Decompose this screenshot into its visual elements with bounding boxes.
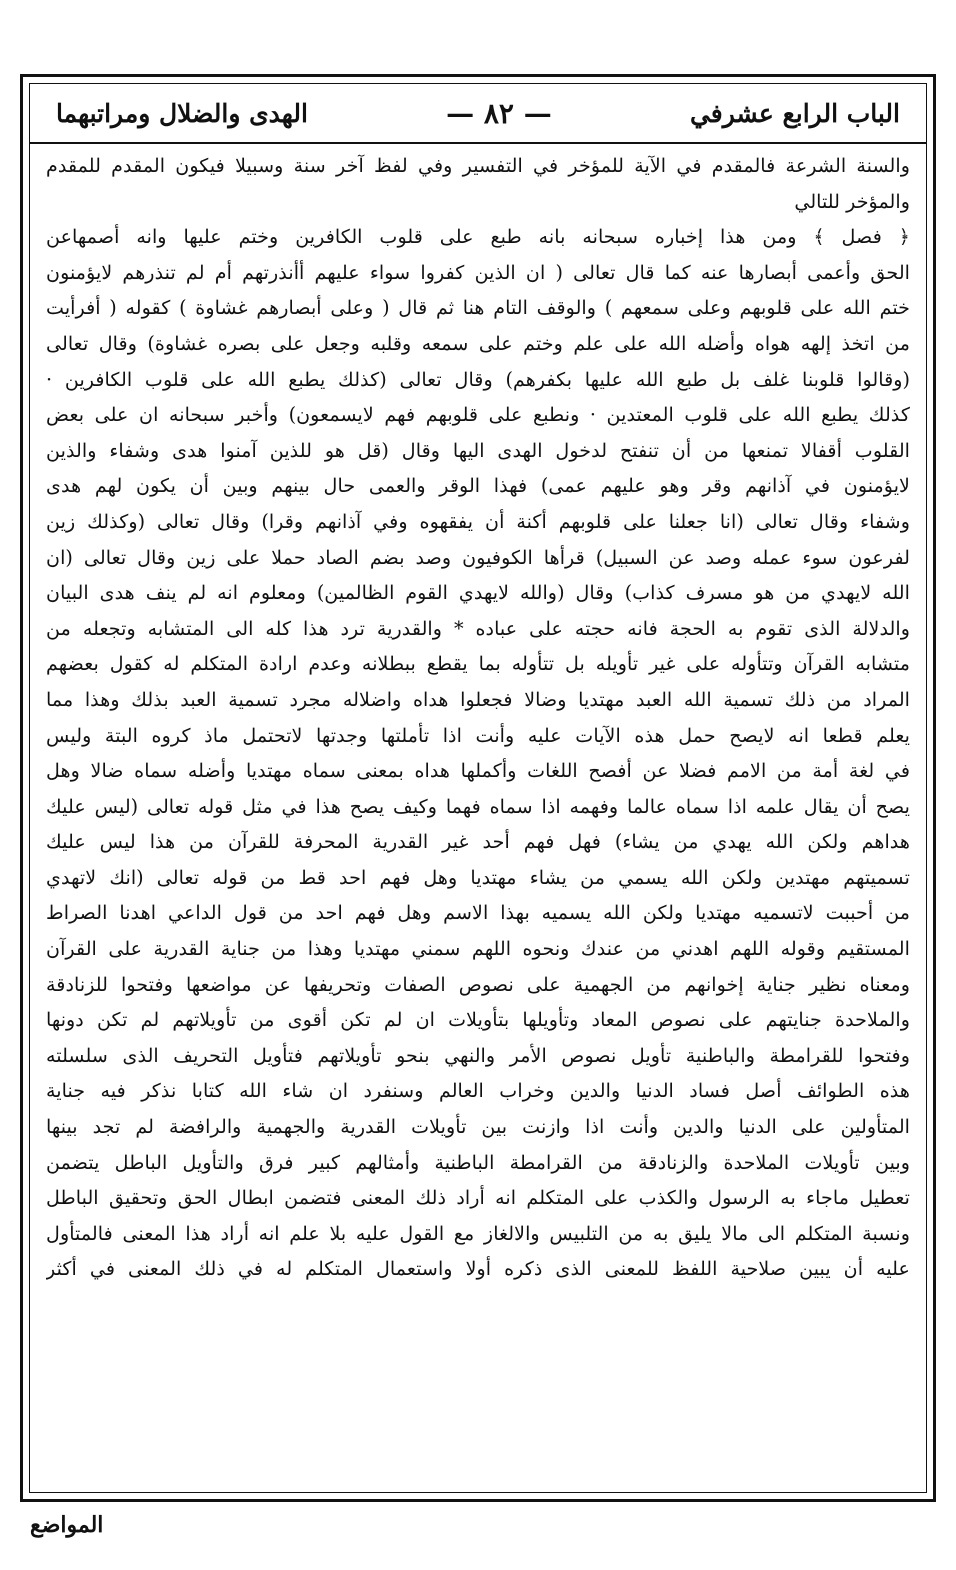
text-line: وفتحوا للقرامطة والباطنية تأويل نصوص الأمر والنهي بنحو تأويلاتهم فتأويل التحريف الذى سلسلته	[46, 1043, 910, 1067]
text-line: ﴿ فصل ﴾ ومن هذا إخباره سبحانه بانه طبع على قلوب الكافرين وختم عليها وانه أصمهاعن	[46, 225, 910, 249]
text-line: والمؤخر للتالي	[794, 189, 910, 213]
section-title: الهدى والضلال ومراتبهما	[56, 98, 308, 128]
text-line: لايؤمنون في آذانهم وقر وهو عليهم عمى) فهذا الوقر والعمى حال بينهم وبين أن يكون لهم هدى	[46, 474, 910, 498]
text-line: القلوب أقفالا تمنعها من أن تنفتح لدخول الهدى اليها وقال (قل هو للذين آمنوا هدى وشفاء والذين	[46, 438, 910, 462]
chapter-title: الباب الرابع عشرفي	[689, 98, 900, 128]
text-line: والدلالة الذى تقوم به الحجة فانه حجته على عباده * والقدرية ترد هذا كله الى المتشابه وتجعله من	[46, 616, 910, 640]
text-line: متشابه القرآن وتتأوله على غير تأويله بل تتأوله بما يقطع ببطلانه وعدم ارادة المتكلم له كقول بعضهم	[46, 652, 910, 676]
text-line: من أحببت لاتسميه مهتديا ولكن الله يسميه بهذا الاسم وهل فهم احد من قول الداعي اهدنا الصراط	[46, 901, 910, 925]
text-line: من اتخذ إلهه هواه وأضله الله على علم وختم على سمعه وقلبه وجعل على بصره غشاوة) وقال تعالى	[46, 331, 910, 355]
text-line: والملاحدة جنايتهم على نصوص المعاد وتأويلها بتأويلات ان لم تكن أقوى من تأويلاتهم لم تكن دونها	[46, 1008, 910, 1032]
inner-frame	[29, 83, 927, 1493]
text-line: المستقيم وقوله اللهم اهدني من عندك ونحوه اللهم سمني مهتديا وهذا من جناية القدرية على القرآن	[46, 937, 910, 961]
text-line: الله لايهدي من هو مسرف كذاب) وقال (والله لايهدي القوم الظالمين) ومعلوم انه لم ينف هدى البيان	[46, 581, 910, 605]
text-line: تعطيل ماجاء به الرسول والكذب على المتكلم انه أراد ذلك المعنى فتضمن ابطال الحق وتحقيق الباطل	[46, 1186, 910, 1210]
text-line: ونسبة المتكلم الى مالا يليق به من التلبيس والالغاز مع القول عليه بلا علم انه أراد هذا المعنى فالمتأول	[46, 1221, 910, 1245]
text-line: المتأولين على الدنيا والدين وأنت اذا وازنت بين تأويلات القدرية والجهمية والرافضة لم تجد بينها	[46, 1115, 910, 1139]
text-line: عليه أن يبين صلاحية اللفظ للمعنى الذى ذكره أولا واستعمال المتكلم له في ذلك المعنى في أكثر	[46, 1257, 910, 1281]
running-header	[30, 84, 926, 144]
text-line: (وقالوا قلوبنا غلف بل طبع الله عليها بكفرهم) وقال تعالى (كذلك يطبع الله على قلوب الكافرين ·	[46, 367, 910, 391]
text-line: والسنة الشرعة فالمقدم في الآية للمؤخر في التفسير وفي لفظ آخر سنة وسبيلا فيكون المقدم للمقدم	[46, 154, 910, 177]
text-line: هداهم ولكن الله يهدي من يشاء) فهل فهم أحد غير القدرية المحرفة للقرآن من هذا ليس عليك	[46, 830, 910, 854]
text-line: لفرعون سوء عمله وصد عن السبيل) قرأها الكوفيون وصد بضم الصاد حملا على زين وقال تعالى (ان	[46, 545, 910, 569]
text-line: وبين تأويلات الملاحدة والزنادقة من القرامطة الباطنية وأمثالهم كبير فرق والتأويل الباطل يتضمن	[46, 1150, 910, 1174]
text-line: المراد من ذلك تسمية الله العبد مهتديا وضالا فجعلوا هداه واضلاله مجرد تسمية العبد بذلك وهذا مما	[46, 687, 910, 711]
body-text	[30, 148, 926, 1486]
text-line: وشفاء وقال تعالى (انا جعلنا على قلوبهم أكنة أن يفقهوه وفي آذانهم وقرا) وقال تعالى (وكذلك زين	[46, 509, 910, 533]
page-frame	[20, 74, 936, 1502]
text-line: الحق وأعمى أبصارها عنه كما قال تعالى ( ان الذين كفروا سواء عليهم أأنذرتهم أم لم تنذرهم لايؤمنون	[46, 260, 910, 284]
page-number: — ٨٢ —	[446, 96, 552, 130]
text-line: يعلم قطعا انه لايصح حمل هذه الآيات عليه وأنت اذا تأملتها وجدتها لاتحتمل ماذ كروه البتة وليس	[46, 723, 910, 747]
catchword: المواضع	[30, 1512, 104, 1538]
text-line: في لغة أمة من الامم فضلا عن أفصح اللغات وأكملها هداه بمعنى سماه مهتديا وأضله سماه ضالا وهل	[46, 759, 910, 783]
text-line: تسميتهم مهتدين ولكن الله يسمي من يشاء مهتديا وهل فهم احد قط من قوله تعالى (انك لاتهدي	[46, 865, 910, 889]
text-line: يصح أن يقال علمه اذا سماه عالما وفهمه اذا سماه فهما وكيف يصح هذا في مثل قوله تعالى (ليس عليك	[46, 794, 910, 818]
text-line: ومعناه نظير جناية إخوانهم من الجهمية على نصوص الصفات وتحريفها عن مواضعها وفتحوا للزنادقة	[46, 972, 910, 996]
text-line: كذلك يطبع الله على قلوب المعتدين · ونطبع على قلوبهم فهم لايسمعون) وأخبر سبحانه ان على بعض	[46, 403, 910, 427]
text-line: ختم الله على قلوبهم وعلى سمعهم ) والوقف التام هنا ثم قال ( وعلى أبصارهم غشاوة ) كقوله ( أفرأيت	[46, 296, 910, 320]
text-line: هذه الطوائف أصل فساد الدنيا والدين وخراب العالم وسنفرد ان شاء الله كتابا نذكر فيه جناية	[46, 1079, 910, 1103]
